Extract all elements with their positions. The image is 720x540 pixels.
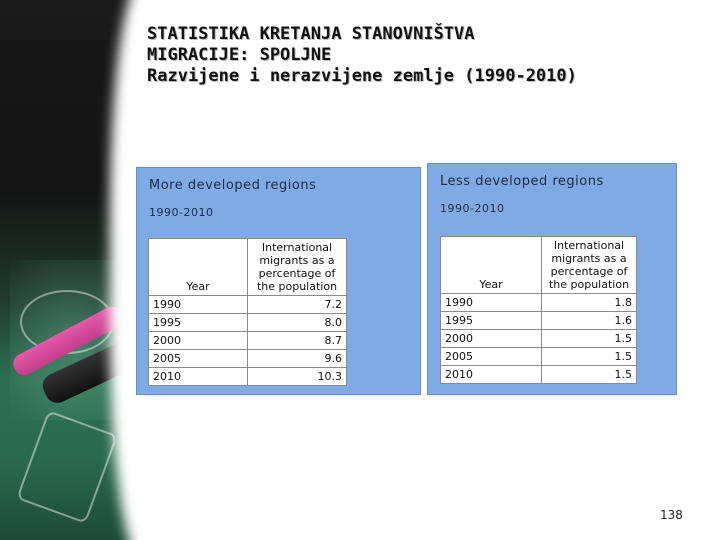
- value-cell: 8.0: [248, 314, 347, 332]
- value-cell: 10.3: [248, 368, 347, 386]
- year-cell: 2005: [149, 350, 248, 368]
- chalkboard-decoration: [0, 0, 150, 540]
- table-row: [441, 294, 637, 312]
- more-developed-panel: [136, 167, 421, 395]
- value-cell: 1.6: [542, 312, 637, 330]
- year-cell: 1995: [441, 312, 542, 330]
- title-line-2: MIGRACIJE: SPOLJNE: [147, 45, 332, 65]
- migrants-table: [440, 236, 637, 384]
- year-cell: 2005: [441, 348, 542, 366]
- table-row: [149, 332, 347, 350]
- value-cell: 1.5: [542, 330, 637, 348]
- migrants-table: [148, 238, 347, 386]
- table-row: [149, 314, 347, 332]
- year-cell: 2000: [441, 330, 542, 348]
- table-row: [441, 330, 637, 348]
- panel-period: 1990-2010: [149, 206, 214, 219]
- value-cell: 1.5: [542, 366, 637, 384]
- title-line-1: STATISTIKA KRETANJA STANOVNIŠTVA: [147, 24, 475, 44]
- chalk-scribble: [16, 410, 118, 524]
- value-column-header: International migrants as a percentage of the population: [542, 237, 637, 294]
- value-cell: 1.8: [542, 294, 637, 312]
- table-row: [149, 350, 347, 368]
- year-cell: 2010: [149, 368, 248, 386]
- page-number: 138: [660, 508, 683, 522]
- panel-region-name: More developed regions: [149, 178, 317, 193]
- title-line-3: Razvijene i nerazvijene zemlje (1990-2010): [147, 66, 577, 86]
- value-cell: 7.2: [248, 296, 347, 314]
- table-row: [441, 312, 637, 330]
- table-row: [441, 366, 637, 384]
- table-row: [149, 296, 347, 314]
- year-cell: 1995: [149, 314, 248, 332]
- table-row: [149, 368, 347, 386]
- less-developed-panel: [427, 163, 677, 395]
- slide-title: [147, 24, 707, 87]
- year-cell: 2010: [441, 366, 542, 384]
- value-cell: 8.7: [248, 332, 347, 350]
- year-cell: 1990: [441, 294, 542, 312]
- table-header-row: [441, 237, 637, 294]
- value-cell: 9.6: [248, 350, 347, 368]
- year-column-header: Year: [149, 239, 248, 296]
- value-cell: 1.5: [542, 348, 637, 366]
- year-column-header: Year: [441, 237, 542, 294]
- panel-period: 1990-2010: [440, 202, 505, 215]
- panel-region-name: Less developed regions: [440, 174, 604, 189]
- year-cell: 1990: [149, 296, 248, 314]
- year-cell: 2000: [149, 332, 248, 350]
- table-row: [441, 348, 637, 366]
- table-header-row: [149, 239, 347, 296]
- value-column-header: International migrants as a percentage of the population: [248, 239, 347, 296]
